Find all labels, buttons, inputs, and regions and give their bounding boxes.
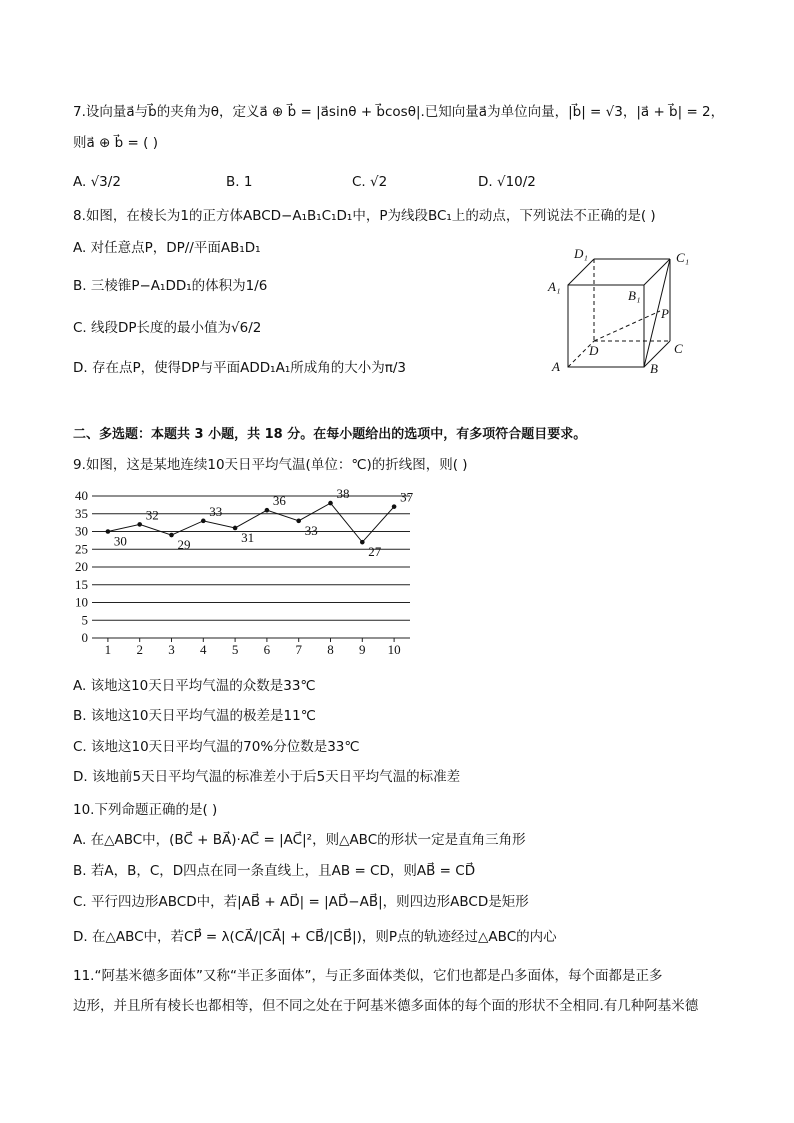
- data-label: 38: [336, 486, 350, 502]
- data-label: 32: [145, 507, 159, 523]
- data-label: 31: [241, 529, 255, 545]
- y-tick-label: 20: [75, 559, 88, 574]
- data-point: [265, 508, 270, 513]
- y-tick-label: 40: [75, 488, 88, 503]
- label-d1: D₁: [574, 246, 588, 261]
- label-d: D: [589, 343, 599, 358]
- data-label: 27: [368, 544, 382, 560]
- y-tick-label: 25: [75, 541, 88, 557]
- cube-edge: [568, 259, 594, 285]
- q10-option-d: D. 在△ABC中，若CP⃗ = λ(CA⃗/|CA⃗| + CB⃗/|CB⃗|)，则P点的轨迹经过△ABC的内心: [73, 929, 557, 945]
- label-a1: A₁: [548, 279, 561, 294]
- cube-figure: [544, 245, 704, 380]
- y-tick-label: 30: [75, 523, 88, 539]
- q11-line1: 11.“阿基米德多面体”又称“半正多面体”，与正多面体类似，它们也都是凸多面体，每个面都是正多: [73, 968, 663, 984]
- y-tick-label: 35: [75, 505, 88, 521]
- data-point: [360, 540, 365, 545]
- label-b: B: [650, 361, 658, 376]
- data-point: [201, 519, 206, 524]
- q7-option-c: C. √2: [352, 174, 388, 190]
- data-label: 36: [272, 493, 286, 509]
- q8-option-a: A. 对任意点P，DP//平面AB₁D₁: [73, 240, 261, 256]
- data-point: [296, 519, 301, 524]
- x-tick-label: 3: [168, 642, 175, 657]
- x-tick-label: 6: [263, 642, 271, 657]
- q7-option-a: A. √3/2: [73, 174, 121, 190]
- q10-option-b: B. 若A，B，C，D四点在同一条直线上，且AB = CD，则AB⃗ = CD⃗: [73, 863, 476, 879]
- data-point: [106, 529, 111, 534]
- y-tick-label: 10: [75, 594, 88, 610]
- data-point: [233, 526, 238, 531]
- q8-option-c: C. 线段DP长度的最小值为√6/2: [73, 320, 262, 336]
- q10-stem: 10.下列命题正确的是( ): [73, 802, 218, 818]
- q8-option-d: D. 存在点P，使得DP与平面ADD₁A₁所成角的大小为π/3: [73, 360, 407, 376]
- data-label: 29: [177, 537, 191, 553]
- data-point: [392, 504, 397, 509]
- data-label: 30: [113, 533, 127, 549]
- label-c1: C₁: [676, 250, 690, 265]
- section-2-header: 二、多选题：本题共 3 小题，共 18 分。在每小题给出的选项中，有多项符合题目要求。: [73, 427, 587, 442]
- y-tick-label: 0: [81, 630, 88, 645]
- y-tick-label: 15: [75, 576, 88, 592]
- data-label: 33: [209, 503, 223, 519]
- label-b1: B₁: [628, 288, 641, 303]
- data-point: [169, 533, 174, 538]
- x-tick-label: 9: [359, 642, 366, 657]
- label-a: A: [552, 359, 560, 374]
- x-tick-label: 4: [200, 642, 207, 657]
- q8-stem: 8.如图，在棱长为1的正方体ABCD−A₁B₁C₁D₁中，P为线段BC₁上的动点，下列说法不正确的是( ): [73, 208, 656, 224]
- segment-dp: [594, 311, 660, 341]
- q9-option-c: C. 该地这10天日平均气温的70%分位数是33℃: [73, 739, 360, 755]
- x-tick-label: 7: [295, 642, 302, 657]
- q7-stem-line2: 则a⃗ ⊕ b⃗ = ( ): [73, 135, 158, 151]
- q11-line2: 边形，并且所有棱长也都相等，但不同之处在于阿基米德多面体的每个面的形状不全相同.有几种阿基米德: [73, 998, 699, 1014]
- x-tick-label: 2: [136, 642, 143, 657]
- data-label: 37: [400, 489, 414, 505]
- data-label: 33: [304, 522, 318, 538]
- q9-option-d: D. 该地前5天日平均气温的标准差小于后5天日平均气温的标准差: [73, 769, 461, 785]
- cube-edge: [644, 259, 670, 285]
- x-tick-label: 8: [327, 642, 334, 657]
- q7-option-d: D. √10/2: [478, 174, 536, 190]
- data-point: [328, 501, 333, 506]
- x-tick-label: 10: [387, 642, 401, 657]
- y-tick-label: 5: [81, 612, 88, 628]
- q9-option-a: A. 该地这10天日平均气温的众数是33℃: [73, 678, 316, 694]
- q8-option-b: B. 三棱锥P−A₁DD₁的体积为1/6: [73, 278, 268, 294]
- q9-option-b: B. 该地这10天日平均气温的极差是11℃: [73, 708, 316, 724]
- x-tick-label: 1: [104, 642, 112, 657]
- label-c: C: [674, 341, 683, 356]
- q7-option-b: B. 1: [226, 174, 253, 190]
- q10-option-c: C. 平行四边形ABCD中，若|AB⃗ + AD⃗| = |AD⃗−AB⃗|，则四边形ABCD是矩形: [73, 894, 529, 910]
- label-p: P: [661, 306, 669, 321]
- data-point: [137, 522, 142, 527]
- x-tick-label: 5: [231, 642, 239, 657]
- q7-stem-line1: 7.设向量a⃗与b⃗的夹角为θ，定义a⃗ ⊕ b⃗ = |a⃗sinθ + b⃗cosθ|.已知向量a⃗为单位向量，|b⃗| = √3，|a⃗ + b⃗| = 2，: [73, 104, 725, 120]
- temperature-line-chart: [60, 486, 420, 658]
- q10-option-a: A. 在△ABC中，(BC⃗ + BA⃗)·AC⃗ = |AC⃗|²，则△ABC的形状一定是直角三角形: [73, 832, 526, 848]
- q9-stem: 9.如图，这是某地连续10天日平均气温(单位：℃)的折线图，则( ): [73, 457, 468, 473]
